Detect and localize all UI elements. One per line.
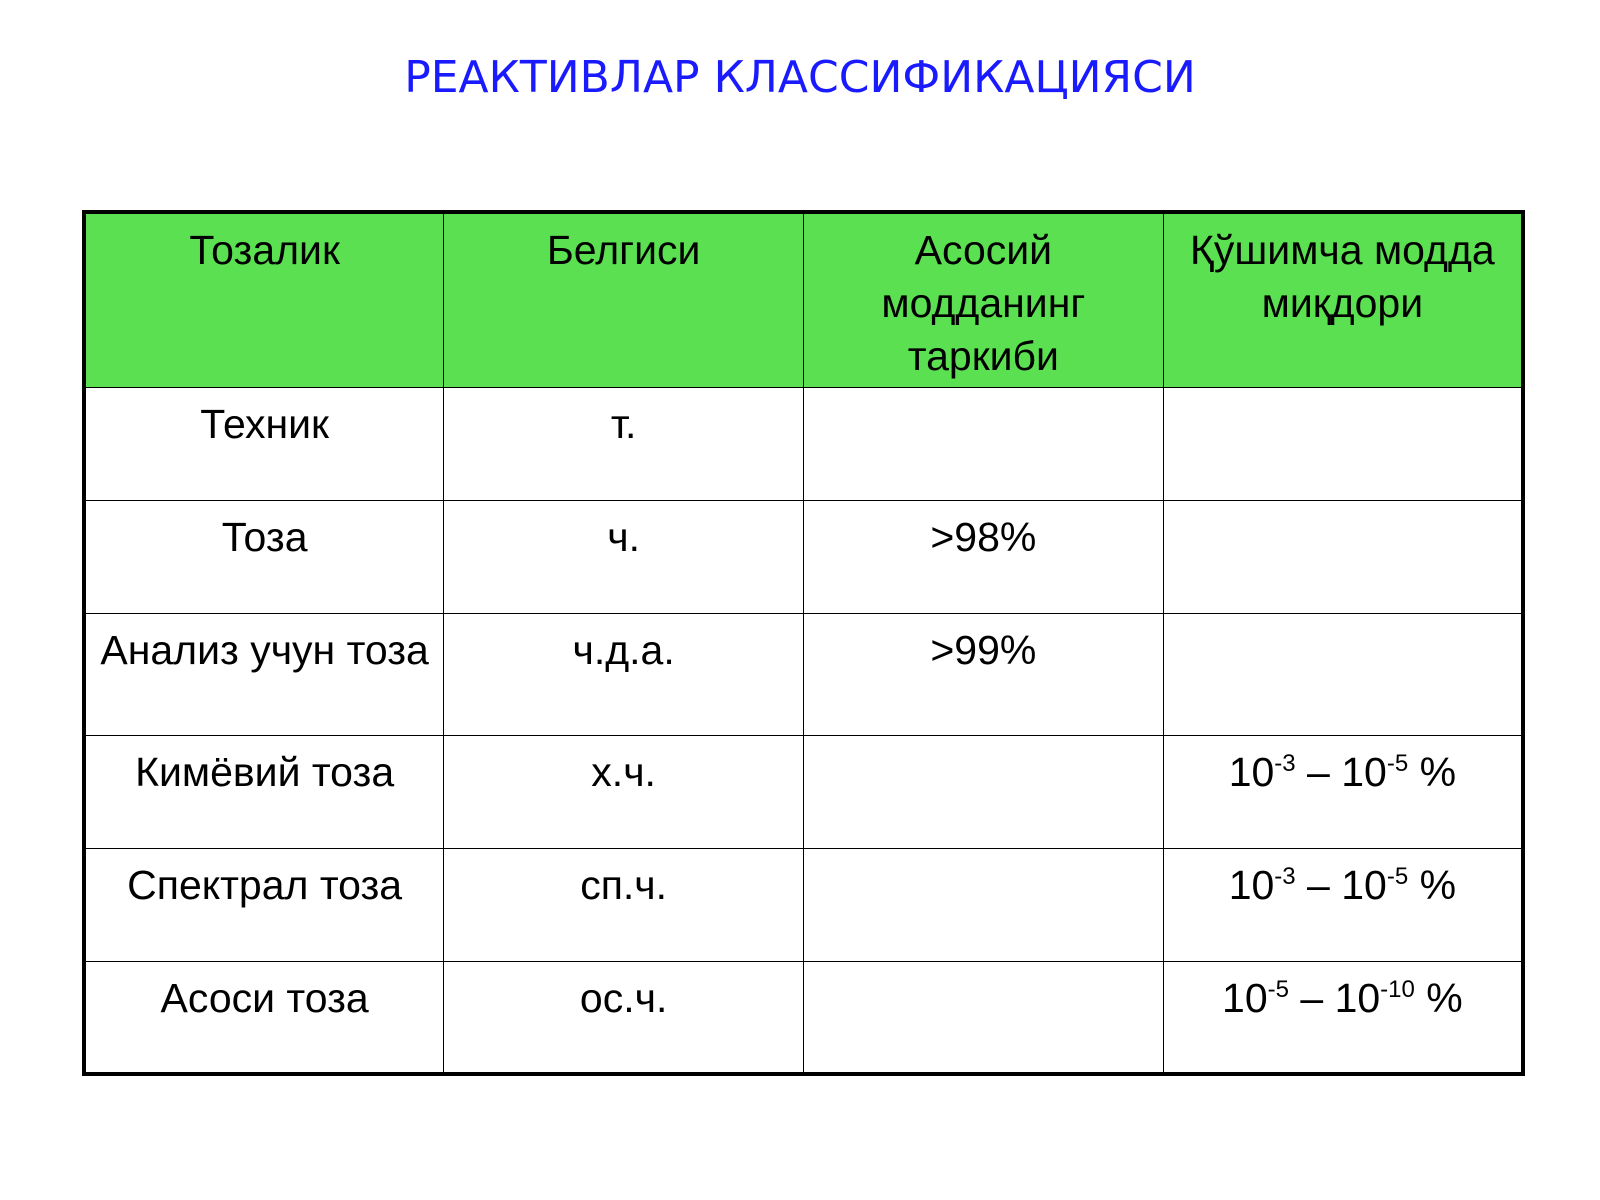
reagent-classification-table: [82, 210, 1525, 1076]
impurity-exponent-1: -3: [1274, 862, 1296, 890]
cell-main-content: [804, 387, 1164, 500]
cell-impurity: [1163, 848, 1523, 961]
impurity-unit: %: [1414, 974, 1463, 1021]
impurity-exponent-2: -5: [1386, 749, 1409, 777]
cell-purity: Асоси тоза: [84, 961, 444, 1074]
cell-main-content: [804, 961, 1164, 1074]
cell-main-content: [804, 848, 1164, 961]
impurity-exponent-2: -10: [1380, 975, 1415, 1003]
table-row: [84, 735, 1523, 848]
cell-sign: х.ч.: [444, 735, 804, 848]
cell-sign: ч.д.а.: [444, 613, 804, 735]
cell-main-content: >98%: [804, 500, 1164, 613]
impurity-base-2: 10: [1341, 748, 1387, 795]
cell-sign: ос.ч.: [444, 961, 804, 1074]
impurity-base-1: 10: [1228, 861, 1275, 908]
table-row: [84, 613, 1523, 735]
header-main-content: Асосий модданинг таркиби: [804, 212, 1164, 387]
impurity-exponent-1: -5: [1267, 975, 1289, 1003]
impurity-base-2: 10: [1334, 974, 1381, 1021]
cell-impurity: [1163, 961, 1523, 1074]
table-row: [84, 961, 1523, 1074]
impurity-unit: %: [1408, 861, 1457, 908]
cell-impurity: [1163, 500, 1523, 613]
header-sign: Белгиси: [444, 212, 804, 387]
table-row: [84, 387, 1523, 500]
cell-impurity: [1163, 735, 1523, 848]
header-purity: Тозалик: [84, 212, 444, 387]
impurity-dash: –: [1295, 748, 1342, 795]
impurity-base-1: 10: [1228, 748, 1275, 795]
cell-sign: т.: [444, 387, 804, 500]
table-row: [84, 848, 1523, 961]
impurity-base-1: 10: [1222, 974, 1268, 1021]
impurity-dash: –: [1295, 861, 1342, 908]
table-header-row: [84, 212, 1523, 387]
cell-purity: Анализ учун тоза: [84, 613, 444, 735]
cell-impurity: [1163, 613, 1523, 735]
cell-impurity: [1163, 387, 1523, 500]
slide-title: РЕАКТИВЛАР КЛАССИФИКАЦИЯСИ: [404, 52, 1196, 103]
cell-purity: Тоза: [84, 500, 444, 613]
impurity-dash: –: [1288, 974, 1335, 1021]
header-impurity: Қўшимча модда миқдори: [1163, 212, 1523, 387]
cell-purity: Кимёвий тоза: [84, 735, 444, 848]
impurity-base-2: 10: [1341, 861, 1387, 908]
cell-main-content: [804, 735, 1164, 848]
table-row: [84, 500, 1523, 613]
cell-purity: Спектрал тоза: [84, 848, 444, 961]
cell-sign: ч.: [444, 500, 804, 613]
impurity-exponent-1: -3: [1274, 749, 1296, 777]
impurity-unit: %: [1408, 748, 1457, 795]
cell-main-content: >99%: [804, 613, 1164, 735]
cell-sign: сп.ч.: [444, 848, 804, 961]
impurity-exponent-2: -5: [1386, 862, 1409, 890]
cell-purity: Техник: [84, 387, 444, 500]
